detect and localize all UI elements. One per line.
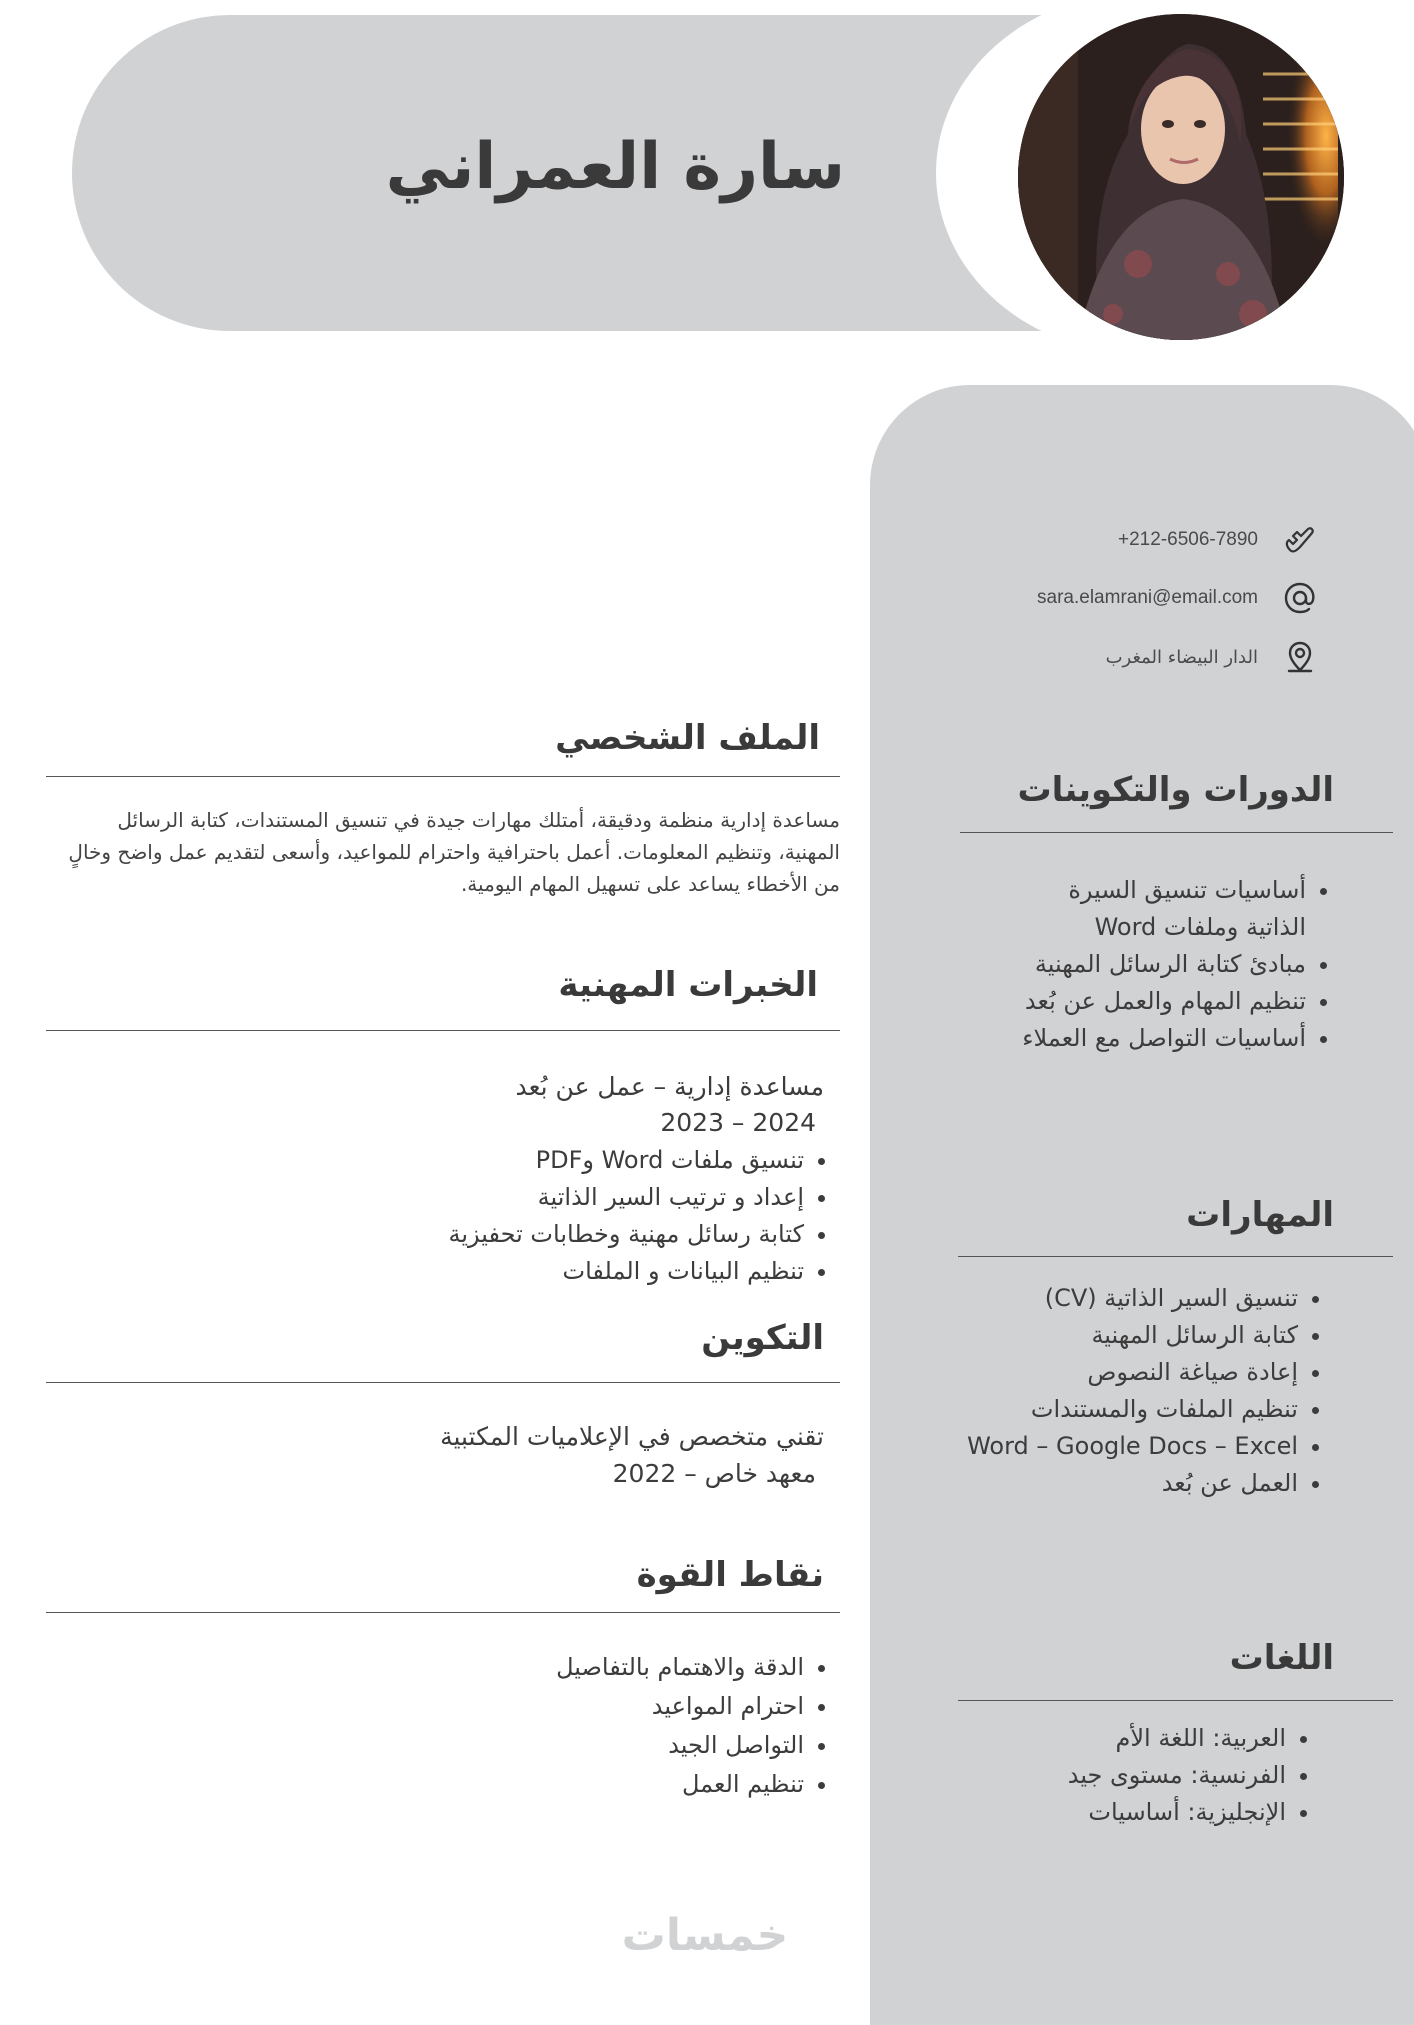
list-item: • احترام المواعيد xyxy=(300,1687,804,1726)
experience-role: مساعدة إدارية – عمل عن بُعد xyxy=(515,1072,824,1101)
profile-text: مساعدة إدارية منظمة ودقيقة، أمتلك مهارات جيدة في تنسيق المستندات، كتابة الرسائل المهنية، وتنظيم المعلومات. أعمل باحترافية واحترام للمواعيد، وأسعى لتقديم عمل واضح وخالٍ من الأخطاء يساعد على تسهيل المهام اليومية. xyxy=(68,808,840,896)
candidate-name: سارة العمراني xyxy=(385,130,845,204)
list-item: • التواصل الجيد xyxy=(300,1726,804,1765)
contact-phone xyxy=(1118,520,1320,560)
at-sign-icon xyxy=(1280,578,1320,618)
strengths-list xyxy=(300,1648,830,1804)
courses-list-container xyxy=(1012,872,1332,1057)
skills-list xyxy=(884,1280,1324,1502)
phone-text: +212-6506-7890 xyxy=(1118,529,1258,550)
education-school: معهد خاص – 2022 xyxy=(612,1459,816,1488)
list-item: • الإنجليزية: أساسيات xyxy=(912,1794,1286,1831)
list-item: • تنسيق ملفات Word وPDF xyxy=(300,1142,804,1179)
list-item: • تنظيم العمل xyxy=(300,1765,804,1804)
experience-title: الخبرات المهنية xyxy=(558,965,818,1005)
list-item: • إعداد و ترتيب السير الذاتية xyxy=(300,1179,804,1216)
experience-divider xyxy=(46,1030,840,1031)
list-item: • الدقة والاهتمام بالتفاصيل xyxy=(300,1648,804,1687)
courses-list xyxy=(1012,872,1332,1057)
languages-divider xyxy=(958,1700,1393,1701)
watermark-logo: خمسات xyxy=(621,1910,789,1961)
experience-list xyxy=(300,1142,830,1290)
list-item: • أساسيات التواصل مع العملاء xyxy=(1012,1020,1306,1057)
experience-period: 2023 – 2024 xyxy=(660,1108,816,1137)
skills-divider xyxy=(958,1256,1393,1257)
contact-address xyxy=(1106,637,1320,677)
list-item: • Word – Google Docs – Excel xyxy=(884,1428,1298,1465)
education-degree: تقني متخصص في الإعلاميات المكتبية xyxy=(440,1422,824,1451)
strengths-list-container xyxy=(300,1648,830,1804)
list-item: • كتابة رسائل مهنية وخطابات تحفيزية xyxy=(300,1216,804,1253)
list-item: • الفرنسية: مستوى جيد xyxy=(912,1757,1286,1794)
experience-list-container xyxy=(300,1142,830,1290)
profile-title: الملف الشخصي xyxy=(555,718,820,758)
list-item: • تنسيق السير الذاتية (CV) xyxy=(884,1280,1298,1317)
skills-list-container xyxy=(884,1280,1324,1502)
list-item: • إعادة صياغة النصوص xyxy=(884,1354,1298,1391)
phone-icon xyxy=(1280,520,1320,560)
education-title: التكوين xyxy=(701,1318,824,1358)
list-item: • أساسيات تنسيق السيرة الذاتية وملفات Word xyxy=(1012,872,1306,946)
languages-list xyxy=(912,1720,1312,1831)
courses-divider xyxy=(960,832,1393,833)
list-item: • تنظيم الملفات والمستندات xyxy=(884,1391,1298,1428)
list-item: • العمل عن بُعد xyxy=(884,1465,1298,1502)
email-text: sara.elamrani@email.com xyxy=(1037,587,1258,608)
address-text: الدار البيضاء المغرب xyxy=(1105,646,1258,668)
courses-title: الدورات والتكوينات xyxy=(1017,770,1334,810)
list-item: • مبادئ كتابة الرسائل المهنية xyxy=(1012,946,1306,983)
education-divider xyxy=(46,1382,840,1383)
location-pin-icon xyxy=(1280,637,1320,677)
strengths-divider xyxy=(46,1612,840,1613)
languages-list-container xyxy=(912,1720,1312,1831)
languages-title: اللغات xyxy=(1229,1638,1334,1678)
strengths-title: نقاط القوة xyxy=(636,1555,824,1595)
skills-title: المهارات xyxy=(1186,1195,1334,1235)
profile-photo xyxy=(1018,14,1344,340)
list-item: • تنظيم البيانات و الملفات xyxy=(300,1253,804,1290)
contact-email xyxy=(1037,578,1320,618)
list-item: • تنظيم المهام والعمل عن بُعد xyxy=(1012,983,1306,1020)
profile-divider xyxy=(46,776,840,777)
portrait-image xyxy=(1018,14,1344,340)
list-item: • العربية: اللغة الأم xyxy=(912,1720,1286,1757)
list-item: • كتابة الرسائل المهنية xyxy=(884,1317,1298,1354)
